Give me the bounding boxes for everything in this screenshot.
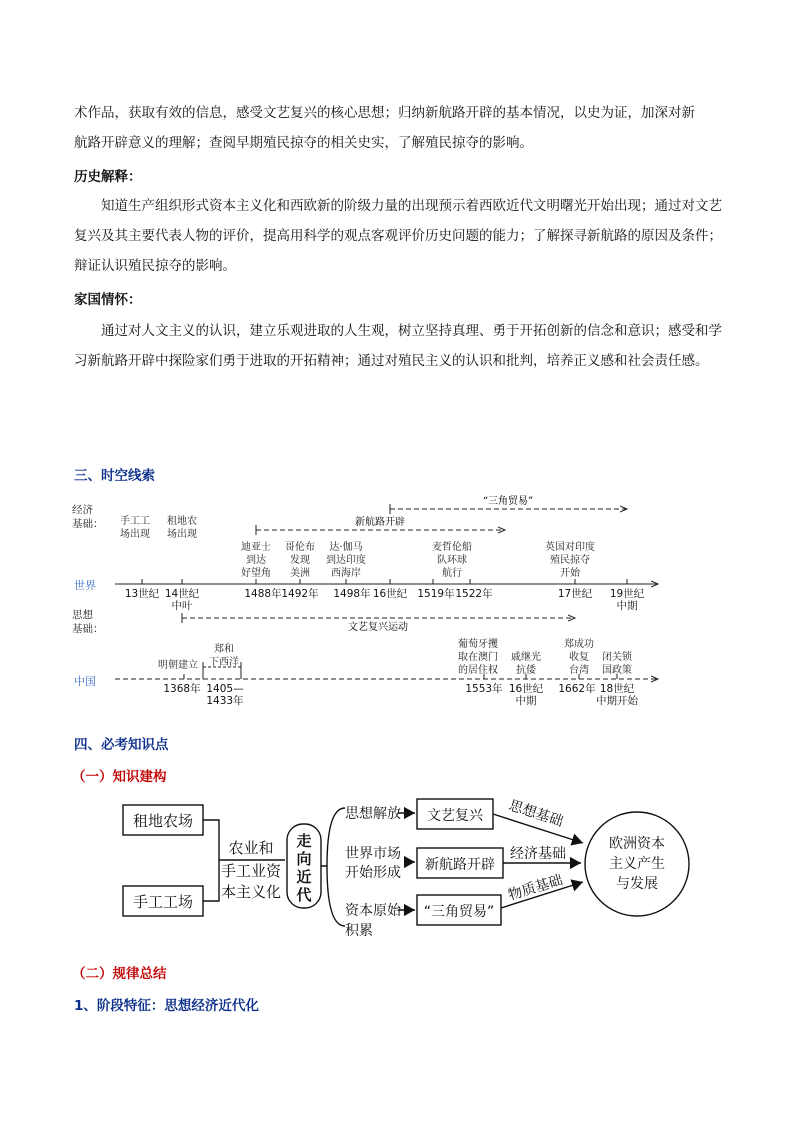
date-1522: 1522年 [455,588,493,600]
history-explanation-heading: 历史解释： [74,169,142,185]
macau-line-3: 的居住权 [458,665,498,676]
point-1: 1、阶段特征：思想经济近代化 [74,998,259,1014]
farm-line-2: 场出现 [167,529,197,540]
circle-line-2: 主义产生 [609,856,665,872]
oval-char-4: 代 [296,886,312,904]
zhenghe-line-2: 下西洋 [209,657,239,668]
thought-label-1: 思想 [72,609,93,621]
new-route-text: 新航路开辟 [425,857,495,873]
date-17c: 17世纪 [557,588,593,600]
closed-door-line-2: 国政策 [602,665,632,676]
world-label: 世界 [74,579,96,592]
magellan-line-1: 麦哲伦船 [432,542,472,553]
gama-line-3: 西海岸 [331,568,361,579]
macau-line-2: 取在澳门 [458,652,498,663]
triangle-trade-text: “三角贸易” [423,904,495,920]
basis-material: 物质基础 [506,872,565,904]
date-19c: 19世纪 [609,588,645,600]
dias-line-1: 迪亚士 [241,542,271,553]
family-country-text: 通过对人文主义的认识，建立乐观进取的人生观，树立坚持真理、勇于开拓创新的信念和意识；感受和学习新航路开辟中探险家们勇于进取的开拓精神；通过对殖民主义的认识和批判，培养正义感和社会责任感。 [74,323,722,369]
subsection-1-title: （一）知识建构 [72,769,167,785]
date-1553: 1553年 [465,683,503,695]
branch-market-2: 开始形成 [345,865,401,881]
thought-label-2: 基础： [72,623,104,635]
british-india-line-1: 英国对印度 [545,542,595,553]
date-18c: 18世纪 [599,683,635,695]
oval-char-2: 向 [296,850,312,868]
date-16c: 16世纪 [372,588,408,600]
handicraft-line-2: 场出现 [120,529,150,540]
econ-label-1: 经济 [72,504,93,516]
magellan-line-2: 队环球 [437,555,467,566]
date-14c-mid: 中叶 [171,600,193,612]
family-country-heading: 家国情怀： [74,292,142,308]
date-16c-cn-mid: 中期 [515,695,537,707]
branch-capital-1: 资本原始 [345,903,401,919]
closed-door-line-1: 闭关锁 [602,652,632,663]
qijiguang-line-2: 抗倭 [516,665,536,676]
date-14c: 14世纪 [164,588,200,600]
branch-market-1: 世界市场 [345,846,401,862]
gama-line-1: 达·伽马 [329,542,363,553]
branch-thought: 思想解放 [345,806,401,822]
date-1662: 1662年 [558,683,596,695]
date-1433: 1433年 [206,695,244,707]
china-label: 中国 [74,675,96,688]
handicraft-line-1: 手工工 [120,516,150,527]
mid-line-1: 农业和 [228,839,274,857]
taiwan-line-2: 收复 [569,652,589,663]
renaissance-label: 文艺复兴运动 [348,622,408,633]
farm-line-1: 租地农 [167,516,197,527]
section-4-title: 四、必考知识点 [74,737,169,753]
date-1519: 1519年 [417,588,455,600]
circle-line-3: 与发展 [616,876,658,892]
dias-line-3: 好望角 [241,568,271,579]
oval-char-1: 走 [296,832,312,850]
circle-line-1: 欧洲资本 [609,836,665,852]
qijiguang-line-1: 戚继光 [511,652,541,663]
triangle-trade-label: “三角贸易” [482,496,534,507]
date-1498: 1498年 [333,588,371,600]
branch-capital-2: 积累 [345,923,373,939]
columbus-line-2: 发现 [290,555,310,566]
renaissance-text: 文艺复兴 [427,808,483,824]
british-india-line-2: 殖民掠夺 [550,555,590,566]
date-1368: 1368年 [163,683,201,695]
date-19c-mid: 中期 [616,600,638,612]
intro-line-2: 航路开辟意义的理解；查阅早期殖民掠夺的相关史实，了解殖民掠夺的影响。 [74,135,533,151]
history-explanation-text: 知道生产组织形式资本主义化和西欧新的阶级力量的出现预示着西欧近代文明曙光开始出现；通过对文艺复兴及其主要代表人物的评价，提高用科学的观点客观评价历史问题的能力；了解探寻新航路的原因及条件；辩证认识殖民掠夺的影响。 [74,198,722,274]
date-1492: 1492年 [281,588,319,600]
macau-line-1: 葡萄牙攫 [458,639,498,650]
subsection-2-title: （二）规律总结 [72,966,167,982]
columbus-line-3: 美洲 [290,568,310,579]
ming-founded: 明朝建立 [158,660,198,671]
taiwan-line-1: 郑成功 [564,639,594,650]
british-india-line-3: 开始 [560,568,580,579]
right-brace [321,808,345,926]
craft-label: 手工工场 [132,893,194,911]
zhenghe-line-1: 郑和 [214,644,234,655]
section-3-title: 三、时空线索 [74,468,155,484]
date-18c-mid: 中期开始 [596,695,638,707]
mid-line-3: 本主义化 [220,883,282,901]
timeline-diagram [60,490,740,715]
date-1488: 1488年 [244,588,282,600]
columbus-line-1: 哥伦布 [285,542,315,553]
date-1405: 1405— [206,683,244,695]
date-13c: 13世纪 [124,588,160,600]
knowledge-map [115,790,695,950]
econ-label-2: 基础： [72,518,104,530]
gama-line-2: 到达印度 [326,555,366,566]
dias-line-2: 到达 [246,555,266,566]
basis-econ: 经济基础 [510,846,566,862]
taiwan-line-3: 台湾 [569,665,589,676]
farm-label: 租地农场 [132,812,194,830]
oval-char-3: 近 [296,868,312,886]
mid-line-2: 手工业资 [220,862,282,880]
date-16c-cn: 16世纪 [508,683,544,695]
magellan-line-3: 航行 [442,568,462,579]
intro-line-1: 术作品，获取有效的信息，感受文艺复兴的核心思想；归纳新航路开辟的基本情况，以史为证，加深对新 [74,105,695,121]
new-route-label: 新航路开辟 [355,517,405,528]
basis-thought: 思想基础 [506,797,565,831]
